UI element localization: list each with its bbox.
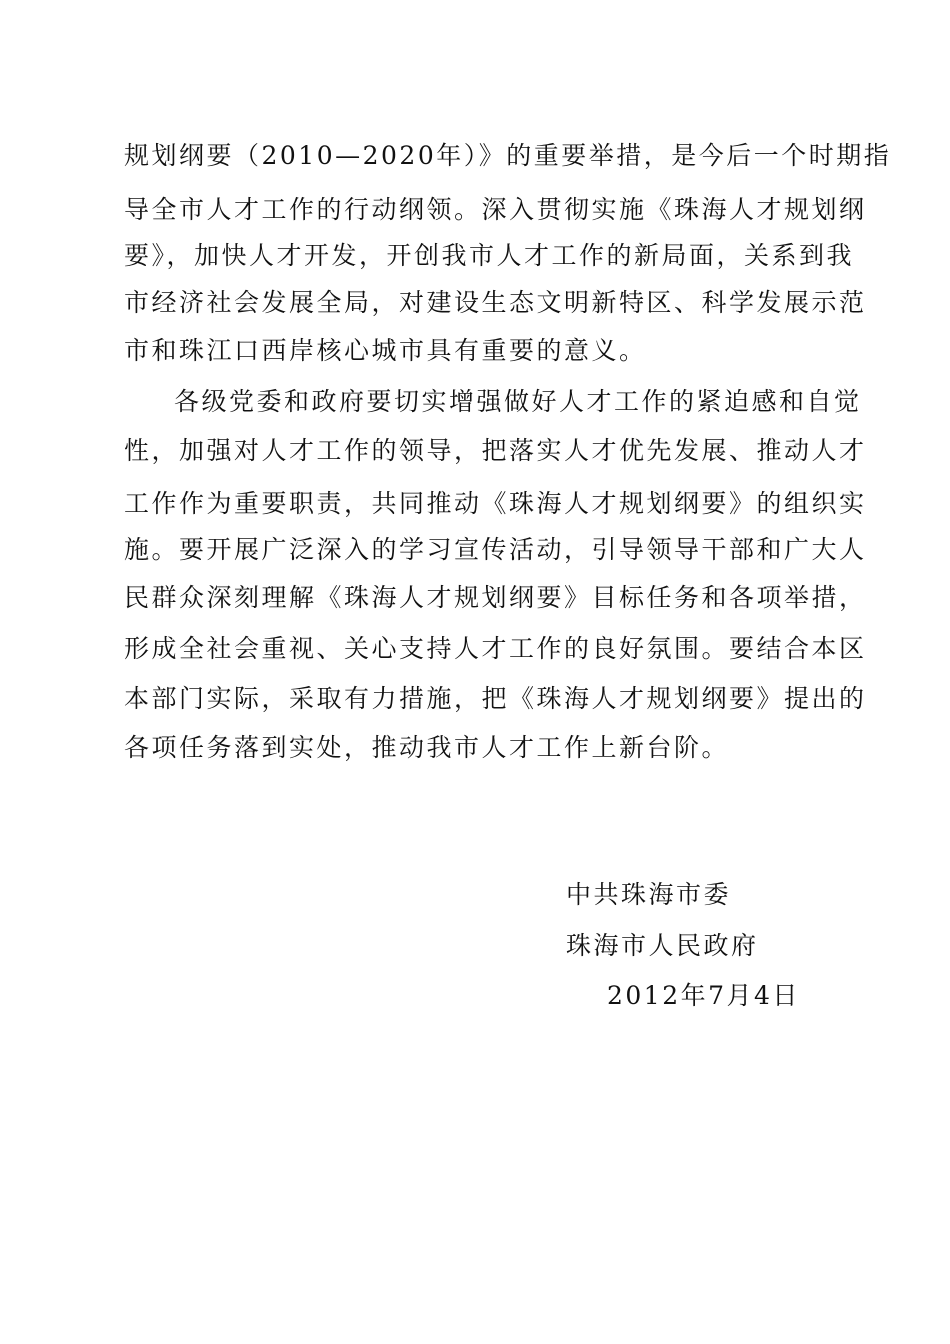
signature-org-party: 中共珠海市委 — [566, 880, 732, 909]
body-line-text: 市经济社会发展全局，对建设生态文明新特区、科学发展示范 — [124, 288, 867, 317]
body-line-text: 各级党委和政府要切实增强做好人才工作的紧迫感和自觉 — [174, 387, 862, 416]
body-line-text: 规划纲要（2010—2020年）》的重要举措，是今后一个时期指 — [124, 141, 892, 170]
body-line-text: 性，加强对人才工作的领导，把落实人才优先发展、推动人才 — [124, 436, 867, 465]
body-line-text: 施。要开展广泛深入的学习宣传活动，引导领导干部和广大人 — [124, 535, 867, 564]
body-line-text: 各项任务落到实处，推动我市人才工作上新台阶。 — [124, 733, 730, 762]
body-line-text: 工作作为重要职责，共同推动《珠海人才规划纲要》的组织实 — [124, 489, 867, 518]
body-line-text: 形成全社会重视、关心支持人才工作的良好氛围。要结合本区 — [124, 634, 867, 663]
body-line-text: 本部门实际，采取有力措施，把《珠海人才规划纲要》提出的 — [124, 684, 867, 713]
body-line-text: 市和珠江口西岸核心城市具有重要的意义。 — [124, 336, 647, 365]
signature-org-government: 珠海市人民政府 — [566, 931, 759, 960]
signature-date: 2012年7月4日 — [607, 981, 800, 1010]
body-line-text: 民群众深刻理解《珠海人才规划纲要》目标任务和各项举措， — [124, 583, 867, 612]
body-line-text: 要》，加快人才开发，开创我市人才工作的新局面，关系到我 — [124, 241, 855, 270]
body-line-text: 导全市人才工作的行动纲领。深入贯彻实施《珠海人才规划纲 — [124, 195, 867, 224]
